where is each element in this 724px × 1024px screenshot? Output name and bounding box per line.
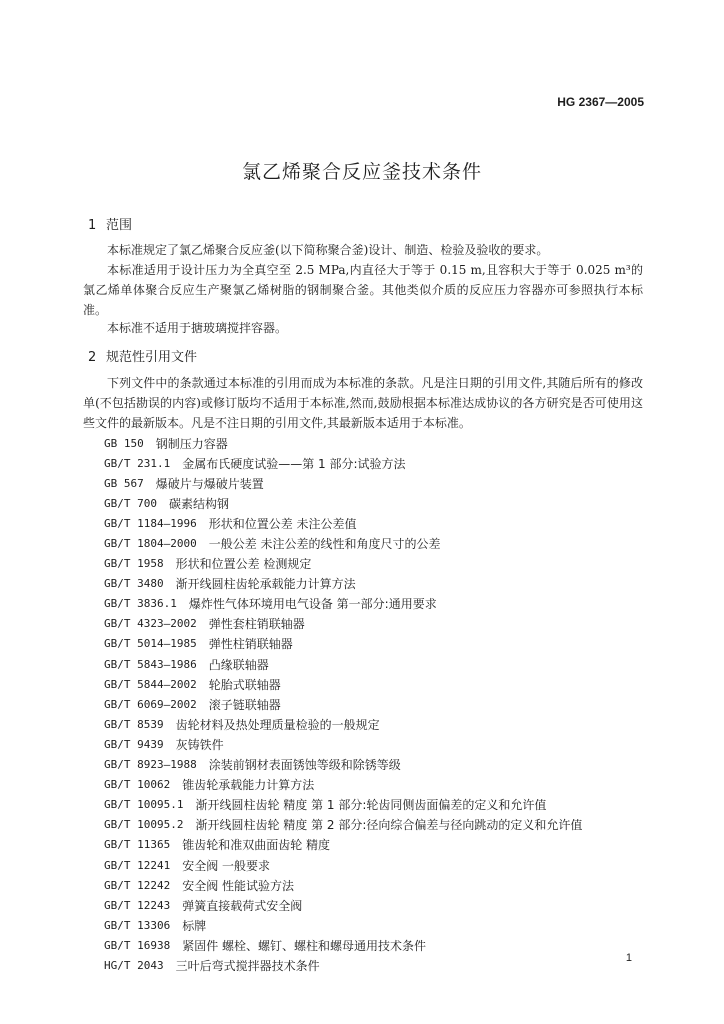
reference-title: 弹性套柱销联轴器 [208,617,305,632]
reference-code: GB/T 11365 [104,838,171,852]
reference-code: GB/T 231.1 [104,456,171,470]
section-2-heading [88,346,197,365]
reference-item [104,574,644,594]
reference-code: GB/T 12242 [104,878,171,892]
section-number: 1 [88,218,97,233]
reference-code: GB/T 5014—1985 [104,637,197,651]
reference-code: HG/T 2043 [104,958,164,972]
reference-title: 碳素结构钢 [168,496,229,511]
reference-item [104,955,644,975]
reference-code: GB/T 16938 [104,938,171,952]
reference-item [104,493,644,513]
reference-code: GB/T 8539 [104,717,164,731]
reference-title: 渐开线圆柱齿轮承载能力计算方法 [175,577,356,592]
reference-item [104,594,644,614]
reference-title: 形状和位置公差 未注公差值 [208,516,357,531]
reference-title: 钢制压力容器 [155,436,228,451]
reference-item [104,895,644,915]
reference-code: GB/T 1804—2000 [104,537,197,551]
reference-item [104,473,644,493]
reference-title: 锥齿轮承载能力计算方法 [182,778,315,793]
reference-item [104,855,644,875]
reference-item [104,795,644,815]
reference-item [104,634,644,654]
reference-code: GB/T 8923—1988 [104,758,197,772]
reference-item [104,694,644,714]
reference-title: 轮胎式联轴器 [208,677,281,692]
reference-item [104,915,644,935]
reference-item [104,775,644,795]
reference-item [104,935,644,955]
section-title: 规范性引用文件 [106,350,198,365]
reference-code: GB/T 3480 [104,577,164,591]
reference-code: GB/T 700 [104,496,157,510]
standard-code: HG 2367—2005 [557,95,644,109]
reference-item [104,614,644,634]
reference-title: 齿轮材料及热处理质量检验的一般规定 [175,717,380,732]
reference-code: GB/T 10095.2 [104,818,184,832]
paragraph: 下列文件中的条款通过本标准的引用而成为本标准的条款。凡是注日期的引用文件,其随后所有的修改单(不包括勘误的内容)或修订版均不适用于本标准,然而,鼓励根据本标准达成协议的各方研究是否可使用这些文件的最新版本。凡是不注日期的引用文件,其最新版本适用于本标准。 [83,376,643,430]
reference-code: GB/T 5843—1986 [104,657,197,671]
reference-code: GB/T 10095.1 [104,798,184,812]
reference-title: 三叶后弯式搅拌器技术条件 [175,958,320,973]
reference-title: 滚子链联轴器 [208,697,281,712]
reference-item [104,654,644,674]
reference-item [104,674,644,694]
reference-code: GB/T 4323—2002 [104,617,197,631]
reference-item [104,755,644,775]
reference-item [104,875,644,895]
reference-item [104,533,644,553]
reference-item [104,815,644,835]
reference-title: 弹性柱销联轴器 [208,637,293,652]
reference-code: GB/T 9439 [104,737,164,751]
section-1-heading [88,214,132,233]
reference-item [104,835,644,855]
paragraph: 本标准不适用于搪玻璃搅拌容器。 [107,321,288,335]
reference-title: 形状和位置公差 检测规定 [175,557,312,572]
reference-title: 安全阀 一般要求 [182,858,271,873]
reference-title: 凸缘联轴器 [208,657,269,672]
paragraph: 本标准规定了氯乙烯聚合反应釜(以下简称聚合釜)设计、制造、检验及验收的要求。 [107,243,549,257]
section-title: 范围 [106,218,133,233]
document-title: 氯乙烯聚合反应釜技术条件 [241,161,482,183]
reference-title: 渐开线圆柱齿轮 精度 第 1 部分:轮齿同侧齿面偏差的定义和允许值 [195,798,547,813]
reference-item [104,734,644,754]
reference-code: GB/T 6069—2002 [104,697,197,711]
reference-title: 金属布氏硬度试验——第 1 部分:试验方法 [182,456,406,471]
reference-title: 灰铸铁件 [175,737,224,752]
reference-code: GB 567 [104,476,144,490]
reference-title: 爆炸性气体环境用电气设备 第一部分:通用要求 [188,597,437,612]
reference-title: 弹簧直接载荷式安全阀 [182,898,303,913]
section-number: 2 [88,350,97,365]
reference-code: GB/T 1958 [104,557,164,571]
reference-item [104,714,644,734]
reference-title: 锥齿轮和准双曲面齿轮 精度 [182,838,331,853]
reference-code: GB 150 [104,436,144,450]
reference-item [104,433,644,453]
reference-list [104,433,644,976]
reference-item [104,453,644,473]
reference-item [104,513,644,533]
paragraph: 本标准适用于设计压力为全真空至 2.5 MPa,内直径大于等于 0.15 m,且容积大于等于 0.025 m³的氯乙烯单体聚合反应生产聚氯乙烯树脂的钢制聚合釜。其他类似介质的反应压力容器亦可参照执行本标准。 [83,263,643,317]
page-number: 1 [625,952,632,964]
reference-code: GB/T 12243 [104,898,171,912]
reference-code: GB/T 13306 [104,918,171,932]
reference-item [104,554,644,574]
reference-title: 紧固件 螺栓、螺钉、螺柱和螺母通用技术条件 [182,938,427,953]
reference-code: GB/T 1184—1996 [104,516,197,530]
reference-code: GB/T 10062 [104,778,171,792]
reference-title: 安全阀 性能试验方法 [182,878,295,893]
reference-title: 标牌 [182,918,207,933]
reference-title: 涂装前钢材表面锈蚀等级和除锈等级 [208,758,401,773]
reference-title: 一般公差 未注公差的线性和角度尺寸的公差 [208,537,441,552]
reference-title: 爆破片与爆破片装置 [155,476,264,491]
reference-code: GB/T 5844—2002 [104,677,197,691]
reference-code: GB/T 3836.1 [104,597,177,611]
reference-code: GB/T 12241 [104,858,171,872]
reference-title: 渐开线圆柱齿轮 精度 第 2 部分:径向综合偏差与径向跳动的定义和允许值 [195,818,583,833]
